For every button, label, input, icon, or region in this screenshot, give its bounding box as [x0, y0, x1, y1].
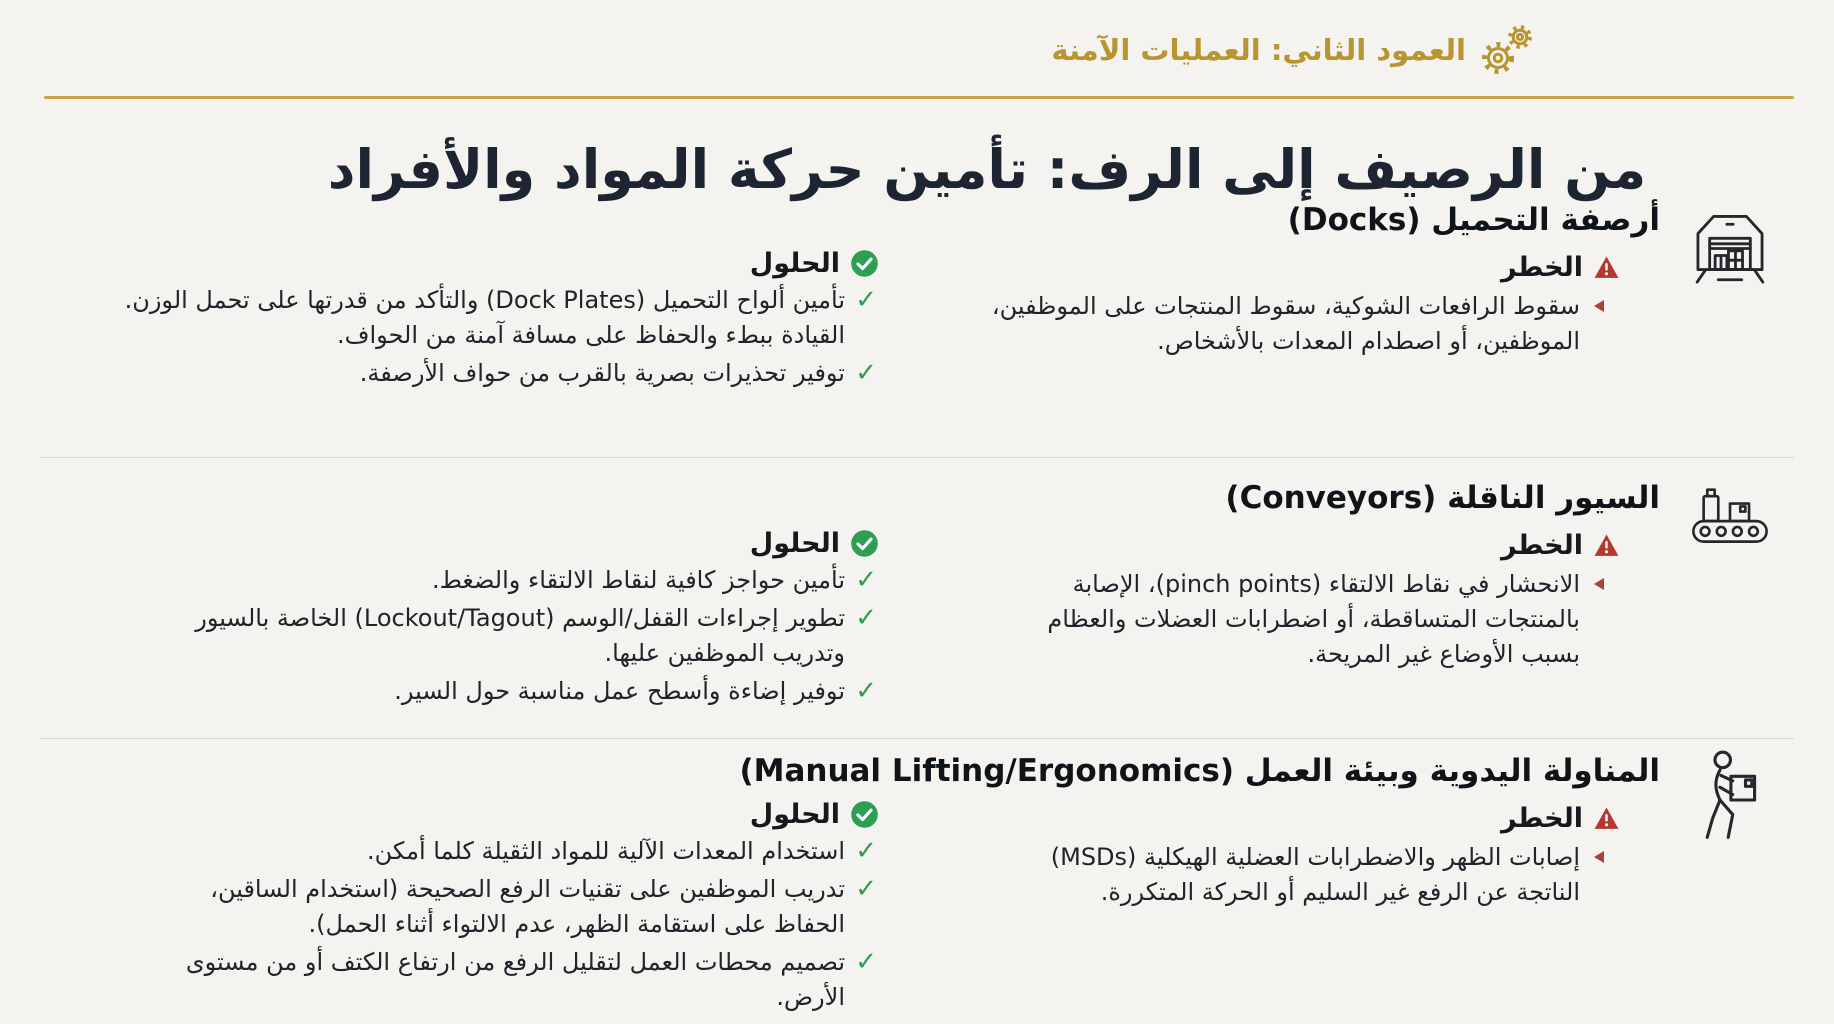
solution-line: توفير إضاءة وأسطح عمل مناسبة حول السير. [394, 677, 845, 705]
conveyors-right-column [960, 458, 1660, 738]
solution-item [50, 872, 879, 942]
solutions-list [50, 283, 879, 391]
solution-line: الحفاظ على استقامة الظهر، عدم الالتواء أثناء الحمل). [308, 910, 845, 938]
checkmark-icon: ✓ [855, 836, 877, 866]
docks-right-column [960, 190, 1660, 457]
section-title: السيور الناقلة (Conveyors) [1225, 480, 1660, 516]
checkmark-icon: ✓ [855, 565, 877, 595]
section-manual-lifting [40, 739, 1794, 1024]
solution-item [50, 674, 879, 709]
docks-solutions-column [40, 190, 954, 457]
hazard-label: الخطر [1501, 252, 1583, 284]
check-circle-icon [850, 529, 879, 558]
section-docks [40, 190, 1794, 458]
solutions-label-row [50, 248, 879, 279]
page-title: من الرصيف إلى الرف: تأمين حركة المواد والأفراد [327, 138, 1647, 202]
red-arrow-bullet-icon [1594, 851, 1604, 863]
solution-item [50, 945, 879, 1015]
solution-item [50, 601, 879, 671]
hazard-line: إصابات الظهر والاضطرابات العضلية الهيكلية (MSDs) [1050, 843, 1580, 872]
hazard-item [960, 567, 1604, 672]
pillar-header-label: العمود الثاني: العمليات الآمنة [1051, 33, 1466, 67]
solution-item [50, 356, 879, 391]
solutions-label: الحلول [749, 248, 840, 279]
hazard-label: الخطر [1501, 803, 1583, 835]
red-arrow-bullet-icon [1594, 300, 1604, 312]
hazard-line: الانحشار في نقاط الالتقاء (pinch points)، الإصابة [1072, 570, 1580, 599]
pillar-header [1051, 22, 1534, 78]
checkmark-icon: ✓ [855, 603, 877, 633]
section-title: المناولة اليدوية وبيئة العمل (Manual Lifting/Ergonomics) [739, 753, 1660, 789]
solutions-list [50, 834, 879, 1015]
loading-dock-icon [1666, 190, 1794, 457]
hazard-label: الخطر [1501, 530, 1583, 562]
hazard-line: الناتجة عن الرفع غير السليم أو الحركة المتكررة. [1100, 878, 1580, 907]
checkmark-icon: ✓ [855, 676, 877, 706]
hazard-item [960, 289, 1604, 359]
solution-line: تدريب الموظفين على تقنيات الرفع الصحيحة (استخدام الساقين، [210, 875, 845, 903]
checkmark-icon: ✓ [855, 947, 877, 977]
red-arrow-bullet-icon [1594, 578, 1604, 590]
hazard-line: بسبب الأوضاع غير المريحة. [1307, 640, 1580, 669]
warning-triangle-icon [1593, 805, 1620, 832]
hazard-line: بالمنتجات المتساقطة، أو اضطرابات العضلات والعظام [1047, 605, 1580, 634]
solution-item [50, 283, 879, 353]
solution-item [50, 563, 879, 598]
hazard-line: الموظفين، أو اصطدام المعدات بالأشخاص. [1157, 327, 1580, 356]
solution-line: تصميم محطات العمل لتقليل الرفع من ارتفاع الكتف أو من مستوى [185, 948, 845, 976]
manual-lifting-icon [1666, 739, 1794, 1024]
conveyor-belt-icon [1666, 458, 1794, 738]
section-title: أرصفة التحميل (Docks) [1287, 202, 1660, 238]
warning-triangle-icon [1593, 532, 1620, 559]
warning-triangle-icon [1593, 254, 1620, 281]
checkmark-icon: ✓ [855, 874, 877, 904]
solution-line: تأمين ألواح التحميل (Dock Plates) والتأكد من قدرتها على تحمل الوزن. [124, 286, 845, 314]
hazard-line: سقوط الرافعات الشوكية، سقوط المنتجات على الموظفين، [991, 292, 1580, 321]
solutions-list [50, 563, 879, 709]
manual-lifting-solutions-column [40, 739, 954, 1024]
solution-line: توفير تحذيرات بصرية بالقرب من حواف الأرصفة. [359, 359, 845, 387]
gears-icon [1478, 22, 1534, 78]
hazard-item [960, 840, 1604, 910]
section-conveyors [40, 458, 1794, 739]
sections-container [40, 190, 1794, 1024]
checkmark-icon: ✓ [855, 358, 877, 388]
hazard-label-row [960, 530, 1620, 561]
solution-line: تطوير إجراءات القفل/الوسم (Lockout/Tagout) الخاصة بالسيور [195, 604, 845, 632]
hazard-label-row [960, 252, 1620, 283]
solutions-label-row [50, 528, 879, 559]
solution-line: تأمين حواجز كافية لنقاط الالتقاء والضغط. [431, 566, 845, 594]
solution-line: وتدريب الموظفين عليها. [604, 639, 845, 667]
solutions-label: الحلول [749, 799, 840, 830]
conveyors-solutions-column [40, 458, 954, 738]
hazard-label-row [960, 803, 1620, 834]
checkmark-icon: ✓ [855, 285, 877, 315]
solution-line: القيادة ببطء والحفاظ على مسافة آمنة من الحواف. [336, 321, 845, 349]
solutions-label: الحلول [749, 528, 840, 559]
solution-line: الأرض. [776, 983, 845, 1011]
solution-line: استخدام المعدات الآلية للمواد الثقيلة كلما أمكن. [366, 837, 845, 865]
check-circle-icon [850, 800, 879, 829]
solutions-label-row [50, 799, 879, 830]
header-divider [44, 96, 1794, 99]
check-circle-icon [850, 249, 879, 278]
solution-item [50, 834, 879, 869]
